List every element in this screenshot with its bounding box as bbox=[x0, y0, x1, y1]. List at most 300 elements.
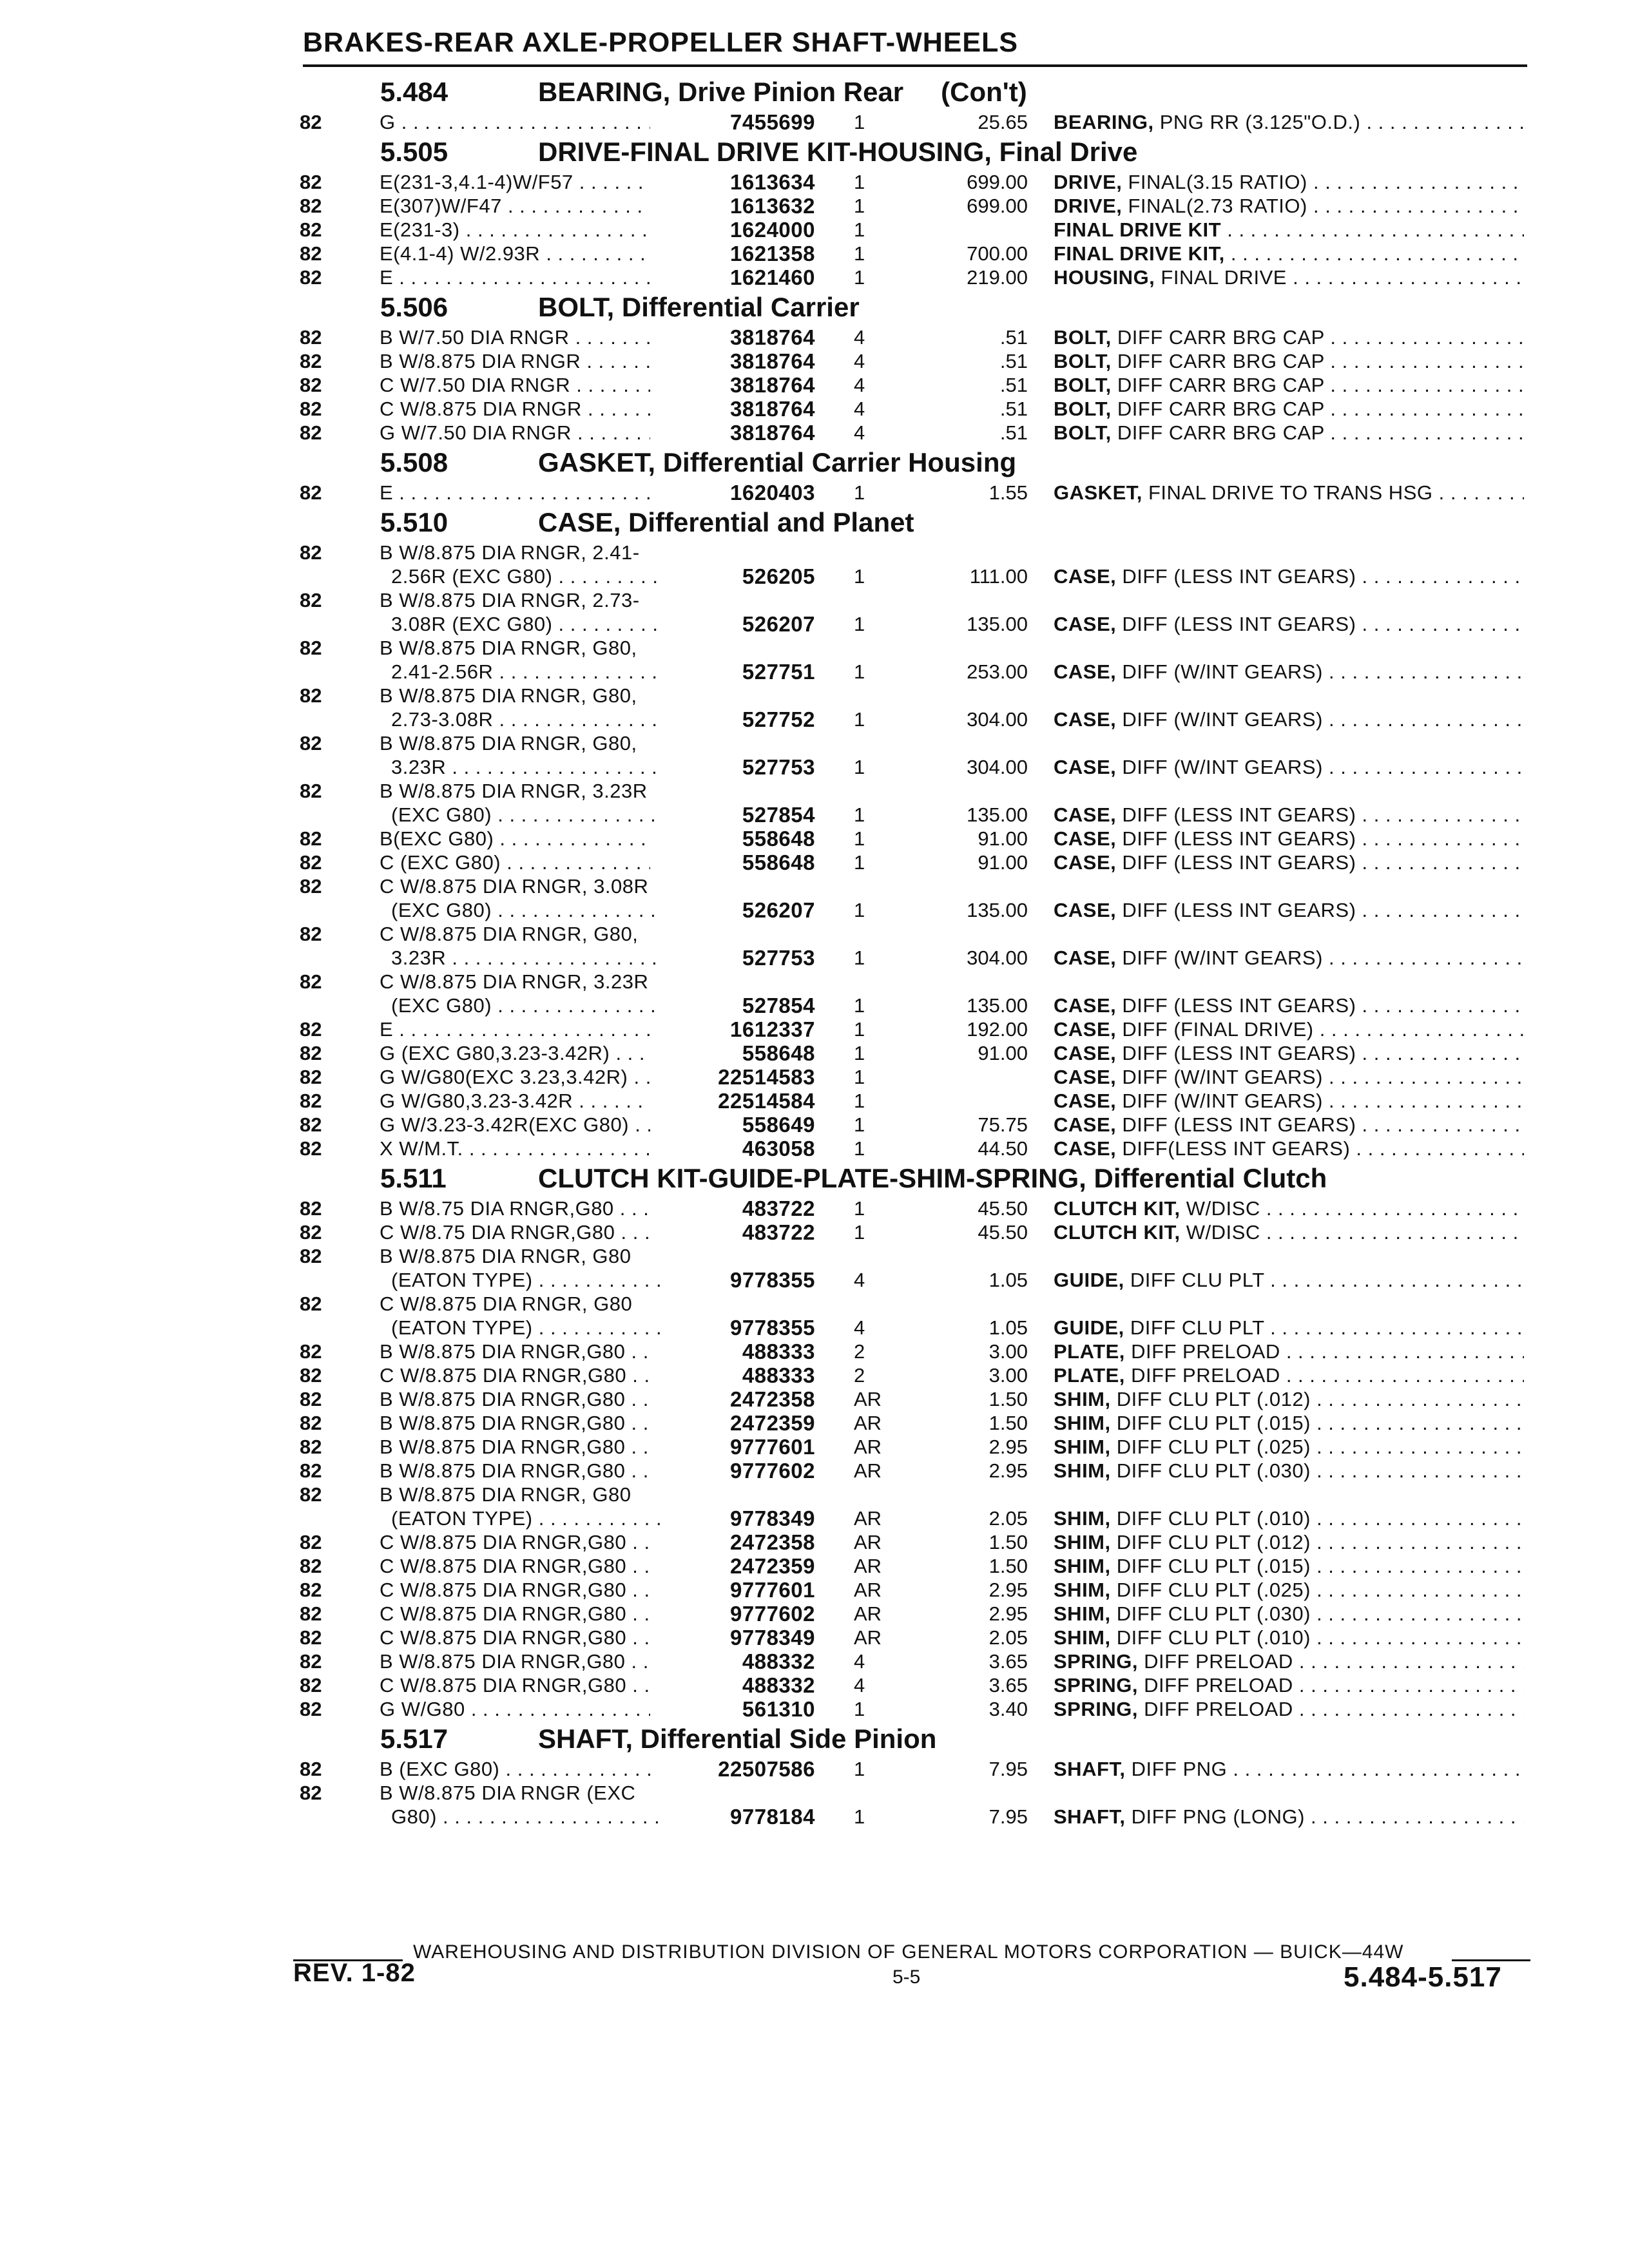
description-noun: SHIM, bbox=[1054, 1388, 1111, 1410]
part-number: 1621460 bbox=[730, 265, 815, 289]
description bbox=[1054, 1387, 1524, 1411]
application: B W/7.50 DIA RNGR . . . bbox=[380, 325, 650, 349]
part-row bbox=[293, 636, 1527, 660]
description bbox=[1054, 994, 1524, 1017]
model-year: 82 bbox=[300, 1459, 322, 1482]
part-row bbox=[293, 970, 1527, 994]
description-noun: DRIVE, bbox=[1054, 171, 1123, 193]
part-row bbox=[293, 1220, 1527, 1244]
model-year: 82 bbox=[300, 1436, 322, 1458]
price: 253.00 bbox=[967, 660, 1028, 683]
quantity: 1 bbox=[854, 899, 865, 921]
model-year: 82 bbox=[300, 1221, 322, 1244]
model-year: 82 bbox=[300, 1555, 322, 1577]
description bbox=[1054, 1196, 1524, 1220]
model-year: 82 bbox=[300, 970, 322, 993]
section-title-sub: Differential Carrier bbox=[621, 292, 860, 322]
description-detail: FINAL(2.73 RATIO) . . . bbox=[1128, 195, 1524, 217]
description-noun: SHAFT, bbox=[1054, 1805, 1126, 1828]
part-number: 1621358 bbox=[730, 242, 815, 265]
section-title-main: CLUTCH KIT-GUIDE-PLATE-SHIM-SPRING, bbox=[538, 1163, 1086, 1193]
description-noun: FINAL DRIVE KIT, bbox=[1054, 242, 1225, 265]
application: E(231-3,4.1-4)W/F57 . . . bbox=[380, 170, 650, 194]
quantity: 1 bbox=[854, 1698, 865, 1720]
application: C W/8.875 DIA RNGR,G80 . . . bbox=[380, 1673, 650, 1697]
section-heading bbox=[293, 289, 1527, 325]
description bbox=[1054, 349, 1524, 373]
description bbox=[1054, 1578, 1524, 1602]
footer-org-text: WAREHOUSING AND DISTRIBUTION DIVISION OF GENERAL MOTORS CORPORATION — BUICK—44W bbox=[413, 1941, 1404, 1963]
price: 2.95 bbox=[988, 1459, 1028, 1482]
description-detail: DIFF CLU PLT (.015) . . . bbox=[1117, 1412, 1524, 1434]
part-row bbox=[293, 1649, 1527, 1673]
price: 1.50 bbox=[988, 1388, 1028, 1410]
part-row bbox=[293, 1757, 1527, 1781]
description-detail: DIFF CLU PLT (.025) . . . bbox=[1117, 1436, 1524, 1458]
part-row bbox=[293, 349, 1527, 373]
price: 7.95 bbox=[988, 1805, 1028, 1828]
part-row bbox=[293, 421, 1527, 445]
description-noun: CASE, bbox=[1054, 851, 1117, 874]
description-noun: BOLT, bbox=[1054, 350, 1112, 372]
description bbox=[1054, 194, 1524, 218]
section-title-main: GASKET, bbox=[538, 447, 656, 477]
model-year: 82 bbox=[300, 1113, 322, 1136]
part-row-continuation bbox=[293, 755, 1527, 779]
description-detail: DIFF CLU PLT (.010) . . . bbox=[1117, 1507, 1524, 1530]
description-noun: BOLT, bbox=[1054, 326, 1112, 349]
description-noun: SHIM, bbox=[1054, 1507, 1111, 1530]
part-number: 2472359 bbox=[730, 1554, 815, 1578]
description-detail: FINAL DRIVE TO TRANS HSG . . . bbox=[1148, 481, 1524, 504]
application: B W/8.875 DIA RNGR, 2.73- bbox=[380, 589, 640, 611]
part-row bbox=[293, 779, 1527, 803]
part-number: 3818764 bbox=[730, 421, 815, 445]
description-noun: CASE, bbox=[1054, 827, 1117, 850]
application: C W/8.875 DIA RNGR, G80 bbox=[380, 1293, 633, 1315]
application: B W/8.75 DIA RNGR,G80 . . . bbox=[380, 1196, 650, 1220]
model-year: 82 bbox=[300, 732, 322, 754]
description-detail: DIFF (W/INT GEARS) . . . bbox=[1122, 708, 1524, 731]
part-number: 488332 bbox=[742, 1649, 815, 1673]
application: C W/8.875 DIA RNGR . . . bbox=[380, 397, 650, 421]
part-row bbox=[293, 481, 1527, 505]
price: 2.05 bbox=[988, 1626, 1028, 1649]
price: 700.00 bbox=[967, 242, 1028, 265]
description-noun: SHIM, bbox=[1054, 1412, 1111, 1434]
description-noun: SHIM, bbox=[1054, 1579, 1111, 1601]
page-number: 5-5 bbox=[892, 1966, 921, 1988]
quantity: 1 bbox=[854, 1042, 865, 1064]
model-year: 82 bbox=[300, 1018, 322, 1041]
model-year: 82 bbox=[300, 1066, 322, 1088]
description bbox=[1054, 1530, 1524, 1554]
application: G (EXC G80,3.23-3.42R) . . . bbox=[380, 1041, 650, 1065]
part-number: 9778349 bbox=[730, 1506, 815, 1530]
description bbox=[1054, 660, 1524, 684]
quantity: 1 bbox=[854, 994, 865, 1017]
price: 75.75 bbox=[978, 1113, 1028, 1136]
quantity: 1 bbox=[854, 1758, 865, 1780]
description-detail: DIFF CLU PLT . . . bbox=[1130, 1316, 1524, 1339]
description-detail: DIFF PNG (LONG) . . . bbox=[1132, 1805, 1524, 1828]
description bbox=[1054, 1602, 1524, 1626]
section-heading bbox=[293, 445, 1527, 481]
section-number: 5.511 bbox=[380, 1163, 447, 1193]
application: E(231-3) . . . bbox=[380, 218, 650, 242]
quantity: AR bbox=[854, 1531, 882, 1553]
description bbox=[1054, 1757, 1524, 1781]
description-noun: BOLT, bbox=[1054, 374, 1112, 396]
description-noun: BEARING, bbox=[1054, 111, 1154, 133]
part-row bbox=[293, 1137, 1527, 1160]
part-row bbox=[293, 1602, 1527, 1626]
section-title-sub: Differential Carrier Housing bbox=[662, 447, 1017, 477]
quantity: 1 bbox=[854, 708, 865, 731]
quantity: 1 bbox=[854, 242, 865, 265]
price: 699.00 bbox=[967, 195, 1028, 217]
quantity: 1 bbox=[854, 851, 865, 874]
part-number: 1613632 bbox=[730, 194, 815, 218]
part-row bbox=[293, 1697, 1527, 1721]
application: C W/8.875 DIA RNGR, G80, bbox=[380, 923, 639, 945]
application: G W/G80 . . . bbox=[380, 1697, 650, 1721]
application-continued: (EATON TYPE) . . . bbox=[391, 1316, 662, 1340]
description-noun: CASE, bbox=[1054, 1113, 1117, 1136]
description-detail: DIFF PNG . . . bbox=[1132, 1758, 1524, 1780]
description-noun: SPRING, bbox=[1054, 1674, 1138, 1696]
section-title bbox=[538, 447, 1016, 478]
part-row bbox=[293, 1411, 1527, 1435]
model-year: 82 bbox=[300, 398, 322, 420]
application-continued: 3.08R (EXC G80) . . . bbox=[391, 612, 662, 636]
description-detail: DIFF CLU PLT (.030) . . . bbox=[1117, 1602, 1524, 1625]
price: 1.05 bbox=[988, 1316, 1028, 1339]
description bbox=[1054, 110, 1524, 134]
price: 192.00 bbox=[967, 1018, 1028, 1041]
section-heading bbox=[293, 1160, 1527, 1196]
application: E . . . bbox=[380, 481, 650, 505]
description-detail: DIFF CLU PLT (.030) . . . bbox=[1117, 1459, 1524, 1482]
model-year: 82 bbox=[300, 1698, 322, 1720]
part-number: 22514584 bbox=[718, 1089, 815, 1113]
application-continued: 2.73-3.08R . . . bbox=[391, 707, 662, 731]
description-detail: DIFF (LESS INT GEARS) . . . bbox=[1122, 851, 1524, 874]
part-number: 558648 bbox=[742, 850, 815, 874]
part-row bbox=[293, 874, 1527, 898]
description bbox=[1054, 1065, 1524, 1089]
quantity: AR bbox=[854, 1388, 882, 1410]
application-continued: 2.56R (EXC G80) . . . bbox=[391, 564, 662, 588]
quantity: AR bbox=[854, 1412, 882, 1434]
description-detail: DIFF (LESS INT GEARS) . . . bbox=[1122, 803, 1524, 826]
section-title-main: DRIVE-FINAL DRIVE KIT-HOUSING, bbox=[538, 137, 992, 167]
part-row-continuation bbox=[293, 1316, 1527, 1340]
description-noun: HOUSING, bbox=[1054, 266, 1155, 289]
part-row-continuation bbox=[293, 707, 1527, 731]
quantity: 1 bbox=[854, 947, 865, 969]
application: C W/8.875 DIA RNGR,G80 . . . bbox=[380, 1530, 650, 1554]
application: B W/8.875 DIA RNGR, 3.23R bbox=[380, 780, 648, 802]
quantity: 4 bbox=[854, 421, 865, 444]
description bbox=[1054, 421, 1524, 445]
part-number: 526205 bbox=[742, 564, 815, 588]
description bbox=[1054, 1626, 1524, 1649]
description-noun: CASE, bbox=[1054, 613, 1117, 635]
description-detail: DIFF CLU PLT (.012) . . . bbox=[1117, 1388, 1524, 1410]
price: 304.00 bbox=[967, 947, 1028, 969]
quantity: AR bbox=[854, 1579, 882, 1601]
model-year: 82 bbox=[300, 1137, 322, 1160]
parts-list bbox=[293, 74, 1527, 1829]
application: B W/8.875 DIA RNGR,G80 . . . bbox=[380, 1649, 650, 1673]
section-title bbox=[538, 507, 914, 538]
description-detail: DIFF (W/INT GEARS) . . . bbox=[1122, 1066, 1524, 1088]
section-heading bbox=[293, 1721, 1527, 1757]
price: 3.00 bbox=[988, 1340, 1028, 1363]
section-title bbox=[538, 292, 860, 323]
description-detail: DIFF CARR BRG CAP . . . bbox=[1117, 421, 1524, 444]
part-number: 9777601 bbox=[730, 1435, 815, 1459]
price: 44.50 bbox=[978, 1137, 1028, 1160]
model-year: 82 bbox=[300, 1782, 322, 1804]
description-noun: GASKET, bbox=[1054, 481, 1142, 504]
part-number: 9778355 bbox=[730, 1316, 815, 1340]
model-year: 82 bbox=[300, 1412, 322, 1434]
model-year: 82 bbox=[300, 1674, 322, 1696]
description bbox=[1054, 1554, 1524, 1578]
model-year: 82 bbox=[300, 1364, 322, 1387]
description bbox=[1054, 1316, 1524, 1340]
description-detail: DIFF (W/INT GEARS) . . . bbox=[1122, 756, 1524, 778]
description-detail: W/DISC . . . bbox=[1186, 1221, 1524, 1244]
quantity: 1 bbox=[854, 111, 865, 133]
model-year: 82 bbox=[300, 350, 322, 372]
part-row bbox=[293, 397, 1527, 421]
description bbox=[1054, 325, 1524, 349]
part-row bbox=[293, 850, 1527, 874]
application: E(307)W/F47 . . . bbox=[380, 194, 650, 218]
description-noun: CASE, bbox=[1054, 756, 1117, 778]
part-row bbox=[293, 588, 1527, 612]
quantity: 4 bbox=[854, 398, 865, 420]
model-year: 82 bbox=[300, 1388, 322, 1410]
quantity: 1 bbox=[854, 1113, 865, 1136]
price: 2.95 bbox=[988, 1436, 1028, 1458]
description bbox=[1054, 898, 1524, 922]
price: .51 bbox=[999, 421, 1028, 444]
description bbox=[1054, 564, 1524, 588]
description bbox=[1054, 1041, 1524, 1065]
section-title-sub: Differential Clutch bbox=[1094, 1163, 1327, 1193]
description bbox=[1054, 1017, 1524, 1041]
description-noun: SHIM, bbox=[1054, 1626, 1111, 1649]
application: B W/8.875 DIA RNGR,G80 . . . bbox=[380, 1387, 650, 1411]
description-noun: BOLT, bbox=[1054, 421, 1112, 444]
part-row bbox=[293, 1483, 1527, 1506]
model-year: 82 bbox=[300, 266, 322, 289]
description-noun: CASE, bbox=[1054, 1137, 1117, 1160]
description-detail: DIFF CLU PLT (.010) . . . bbox=[1117, 1626, 1524, 1649]
description-detail: DIFF PRELOAD . . . bbox=[1144, 1674, 1524, 1696]
price: 3.65 bbox=[988, 1650, 1028, 1673]
description-detail: DIFF CARR BRG CAP . . . bbox=[1117, 398, 1524, 420]
description bbox=[1054, 1805, 1524, 1829]
section-number: 5.484 bbox=[380, 77, 448, 107]
part-number: 3818764 bbox=[730, 397, 815, 421]
description bbox=[1054, 373, 1524, 397]
section-number: 5.510 bbox=[380, 507, 448, 537]
model-year: 82 bbox=[300, 1531, 322, 1553]
price: 91.00 bbox=[978, 851, 1028, 874]
price: 135.00 bbox=[967, 803, 1028, 826]
part-row bbox=[293, 325, 1527, 349]
description-noun: CLUTCH KIT, bbox=[1054, 1221, 1181, 1244]
description bbox=[1054, 170, 1524, 194]
description-noun: DRIVE, bbox=[1054, 195, 1123, 217]
price: 1.50 bbox=[988, 1412, 1028, 1434]
part-number: 2472358 bbox=[730, 1530, 815, 1554]
application-continued: (EATON TYPE) . . . bbox=[391, 1506, 662, 1530]
quantity: 1 bbox=[854, 1197, 865, 1220]
description-detail: DIFF CARR BRG CAP . . . bbox=[1117, 326, 1524, 349]
description-noun: GUIDE, bbox=[1054, 1316, 1124, 1339]
part-row bbox=[293, 1041, 1527, 1065]
description-noun: PLATE, bbox=[1054, 1364, 1125, 1387]
part-number: 558649 bbox=[742, 1113, 815, 1137]
quantity: AR bbox=[854, 1626, 882, 1649]
model-year: 82 bbox=[300, 1042, 322, 1064]
description bbox=[1054, 1363, 1524, 1387]
description-detail: DIFF PRELOAD . . . bbox=[1144, 1650, 1524, 1673]
description-detail: DIFF (LESS INT GEARS) . . . bbox=[1122, 613, 1524, 635]
application-continued: 3.23R . . . bbox=[391, 946, 662, 970]
model-year: 82 bbox=[300, 1579, 322, 1601]
price: 1.50 bbox=[988, 1555, 1028, 1577]
model-year: 82 bbox=[300, 1293, 322, 1315]
description-noun: SHIM, bbox=[1054, 1555, 1111, 1577]
section-number: 5.506 bbox=[380, 292, 448, 322]
model-year: 82 bbox=[300, 1626, 322, 1649]
price: 135.00 bbox=[967, 994, 1028, 1017]
model-year: 82 bbox=[300, 218, 322, 241]
application: E . . . bbox=[380, 265, 650, 289]
part-number: 463058 bbox=[742, 1137, 815, 1160]
description-detail: DIFF CLU PLT . . . bbox=[1130, 1269, 1524, 1291]
section-number: 5.505 bbox=[380, 137, 448, 167]
part-number: 488332 bbox=[742, 1673, 815, 1697]
application: G W/3.23-3.42R(EXC G80) . . . bbox=[380, 1113, 650, 1137]
model-year: 82 bbox=[300, 171, 322, 193]
part-row bbox=[293, 541, 1527, 564]
part-number: 1620403 bbox=[730, 481, 815, 505]
price: 1.50 bbox=[988, 1531, 1028, 1553]
application: B W/8.875 DIA RNGR, G80, bbox=[380, 732, 637, 754]
model-year: 82 bbox=[300, 421, 322, 444]
model-year: 82 bbox=[300, 326, 322, 349]
model-year: 82 bbox=[300, 242, 322, 265]
description-detail: DIFF CLU PLT (.025) . . . bbox=[1117, 1579, 1524, 1601]
part-number: 483722 bbox=[742, 1196, 815, 1220]
description-detail: DIFF (FINAL DRIVE) . . . bbox=[1122, 1018, 1524, 1041]
application: C W/8.75 DIA RNGR,G80 . . . bbox=[380, 1220, 650, 1244]
description-noun: CASE, bbox=[1054, 803, 1117, 826]
price: 135.00 bbox=[967, 613, 1028, 635]
section-title bbox=[538, 1724, 936, 1754]
price: 91.00 bbox=[978, 827, 1028, 850]
model-year: 82 bbox=[300, 684, 322, 707]
price: .51 bbox=[999, 350, 1028, 372]
part-number: 2472358 bbox=[730, 1387, 815, 1411]
description-detail: PNG RR (3.125"O.D.) . . . bbox=[1160, 111, 1524, 133]
application: G W/G80,3.23-3.42R . . . bbox=[380, 1089, 650, 1113]
description bbox=[1054, 1697, 1524, 1721]
quantity: 1 bbox=[854, 195, 865, 217]
description bbox=[1054, 1649, 1524, 1673]
quantity: AR bbox=[854, 1436, 882, 1458]
model-year: 82 bbox=[300, 374, 322, 396]
model-year: 82 bbox=[300, 827, 322, 850]
part-number: 9778184 bbox=[730, 1805, 815, 1829]
quantity: 1 bbox=[854, 613, 865, 635]
application: B W/8.875 DIA RNGR (EXC bbox=[380, 1782, 636, 1804]
application: C W/8.875 DIA RNGR, 3.23R bbox=[380, 970, 649, 993]
price: 45.50 bbox=[978, 1197, 1028, 1220]
part-row-continuation bbox=[293, 898, 1527, 922]
application: C W/8.875 DIA RNGR,G80 . . . bbox=[380, 1626, 650, 1649]
quantity: 4 bbox=[854, 1674, 865, 1696]
section-range: 5.484-5.517 bbox=[1344, 1961, 1502, 1993]
description bbox=[1054, 707, 1524, 731]
model-year: 82 bbox=[300, 923, 322, 945]
part-number: 527752 bbox=[742, 707, 815, 731]
section-continued: (Con't) bbox=[941, 77, 1027, 107]
description-detail: DIFF CLU PLT (.012) . . . bbox=[1117, 1531, 1524, 1553]
model-year: 82 bbox=[300, 1340, 322, 1363]
price: 2.95 bbox=[988, 1579, 1028, 1601]
model-year: 82 bbox=[300, 1090, 322, 1112]
application: C W/8.875 DIA RNGR,G80 . . . bbox=[380, 1578, 650, 1602]
application: C W/8.875 DIA RNGR,G80 . . . bbox=[380, 1602, 650, 1626]
part-number: 9777602 bbox=[730, 1602, 815, 1626]
quantity: 1 bbox=[854, 1090, 865, 1112]
part-row bbox=[293, 265, 1527, 289]
application: B W/8.875 DIA RNGR,G80 . . . bbox=[380, 1340, 650, 1363]
part-row bbox=[293, 1244, 1527, 1268]
part-row bbox=[293, 922, 1527, 946]
description bbox=[1054, 612, 1524, 636]
part-number: 558648 bbox=[742, 827, 815, 850]
section-heading bbox=[293, 74, 1527, 110]
price: .51 bbox=[999, 374, 1028, 396]
description bbox=[1054, 1435, 1524, 1459]
description-noun: CASE, bbox=[1054, 1018, 1117, 1041]
price: 3.65 bbox=[988, 1674, 1028, 1696]
price: 91.00 bbox=[978, 1042, 1028, 1064]
description-noun: CASE, bbox=[1054, 1090, 1117, 1112]
part-number: 3818764 bbox=[730, 325, 815, 349]
part-number: 9777601 bbox=[730, 1578, 815, 1602]
model-year: 82 bbox=[300, 1602, 322, 1625]
application: B W/8.875 DIA RNGR,G80 . . . bbox=[380, 1435, 650, 1459]
description bbox=[1054, 397, 1524, 421]
part-number: 527751 bbox=[742, 660, 815, 684]
section-title-sub: Differential and Planet bbox=[628, 507, 914, 537]
part-number: 561310 bbox=[742, 1697, 815, 1721]
part-row-continuation bbox=[293, 994, 1527, 1017]
section-title bbox=[538, 1163, 1327, 1194]
price: 135.00 bbox=[967, 899, 1028, 921]
